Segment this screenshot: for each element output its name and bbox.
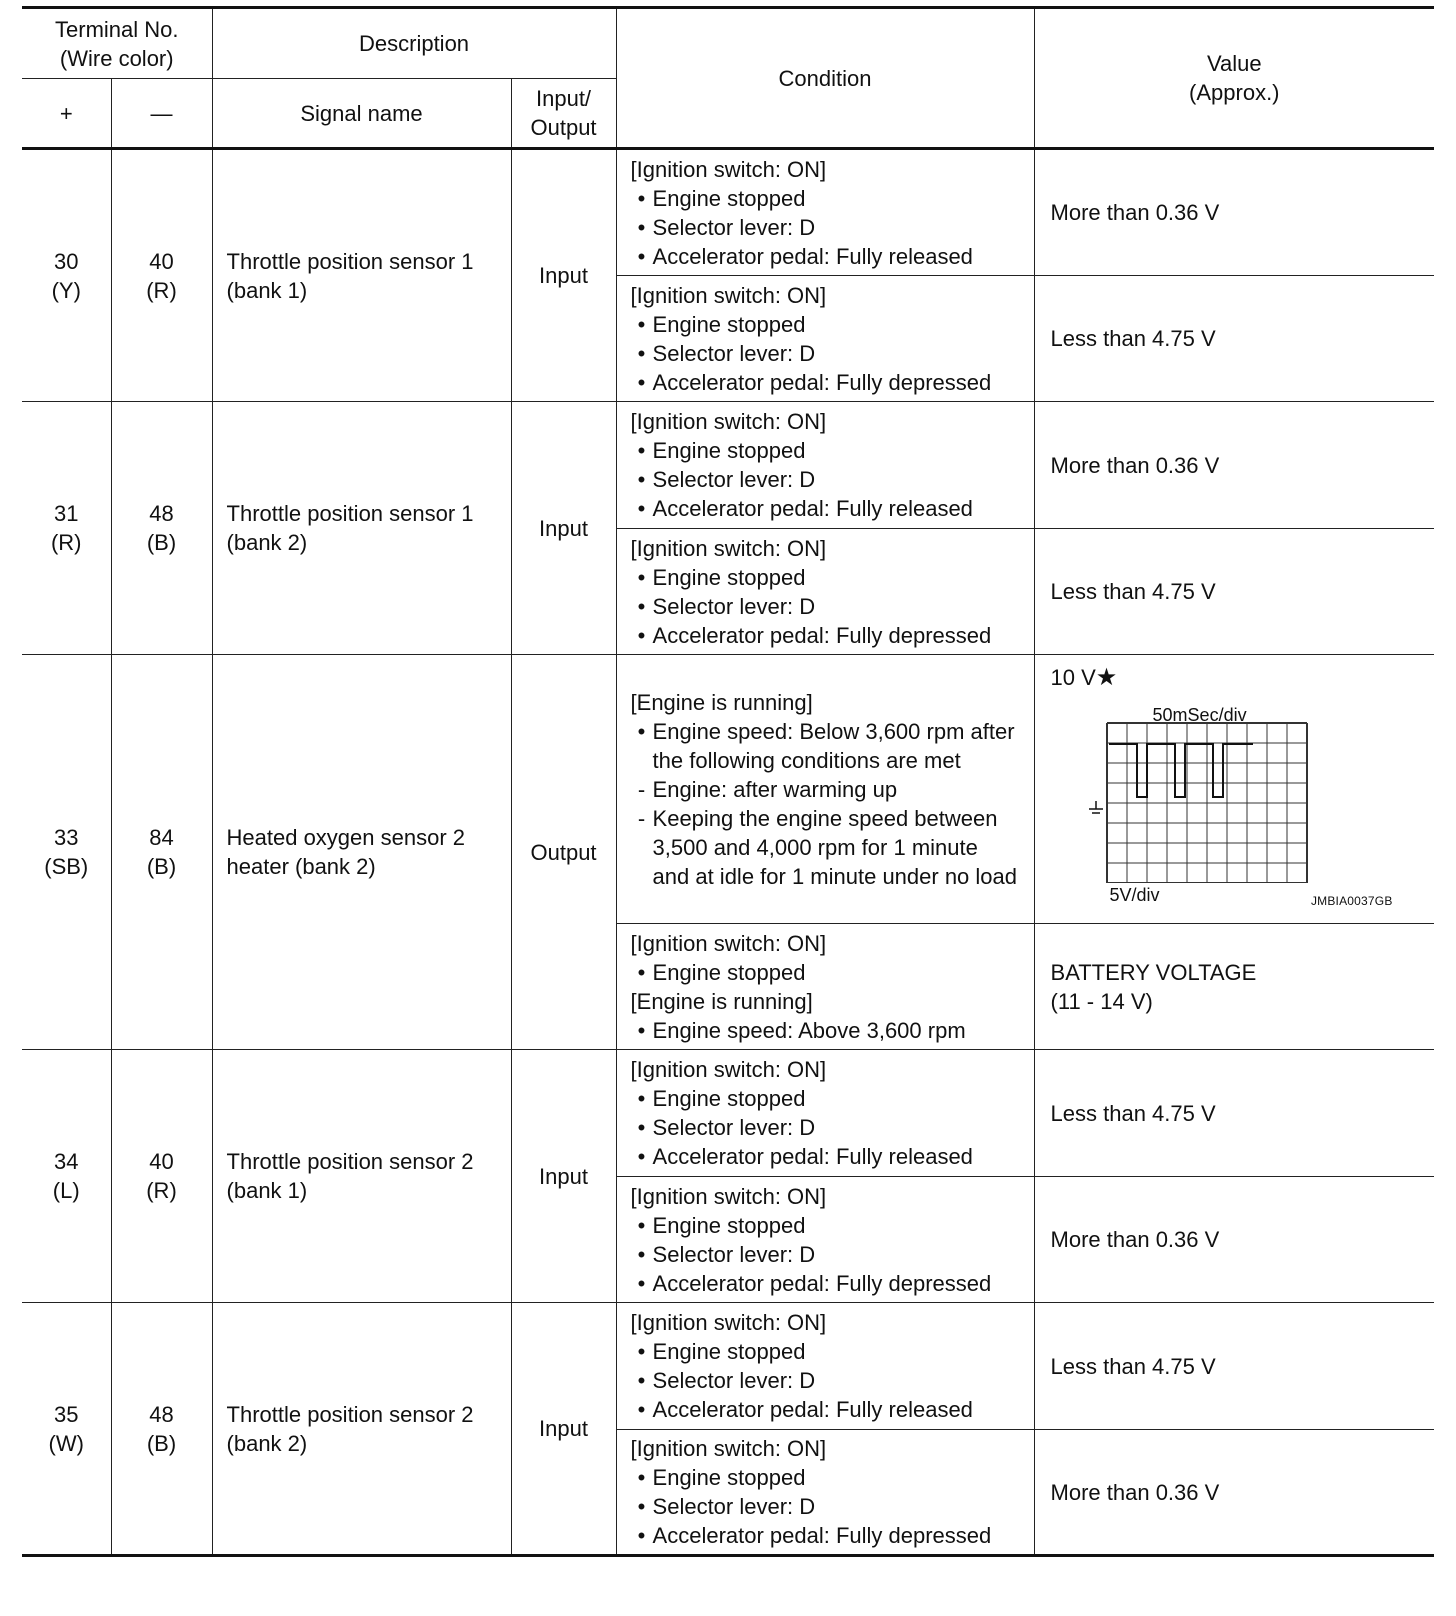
signal-name-header: Signal name (212, 79, 511, 149)
io-cell: Input (511, 1050, 616, 1303)
minus-header: — (111, 79, 212, 149)
value-cell: More than 0.36 V (1034, 402, 1434, 529)
condition-item: Selector lever: D (652, 214, 816, 240)
bullet-icon: • (637, 1241, 646, 1267)
value-cell (1034, 924, 1434, 1050)
table-row (22, 1303, 1434, 1430)
terminal-number: 48 (149, 501, 174, 526)
ground-icon (1089, 801, 1103, 813)
bullet-icon: • (637, 496, 646, 521)
condition-cell (616, 1177, 1034, 1303)
minus-terminal-cell (111, 402, 212, 655)
condition-item: Accelerator pedal: Fully depressed (652, 1523, 992, 1548)
wire-color: (B) (146, 530, 177, 555)
signal-name: Throttle position sensor 1 (226, 248, 474, 274)
scope-time-div: 50mSec/div (1152, 705, 1247, 725)
scope-volt-div: 5V/div (1109, 885, 1160, 905)
condition-item: Accelerator pedal: Fully depressed (652, 622, 992, 648)
condition-item: Engine stopped (652, 1086, 806, 1111)
bullet-icon: • (637, 369, 646, 395)
minus-terminal-cell (111, 1303, 212, 1556)
bullet-icon: • (637, 1017, 646, 1043)
value-cell: Less than 4.75 V (1034, 529, 1434, 655)
signal-name-cell (212, 402, 511, 655)
terminal-number: 35 (54, 1401, 79, 1427)
condition-cell (616, 529, 1034, 655)
terminal-no-header (22, 8, 212, 79)
condition-cell (616, 1050, 1034, 1177)
condition-item: Selector lever: D (652, 1115, 816, 1140)
io-cell: Input (511, 1303, 616, 1556)
terminal-number: 48 (149, 1401, 174, 1427)
signal-bank: heater (bank 2) (226, 854, 376, 879)
terminal-table-document (22, 6, 1434, 1557)
value-header (1034, 8, 1434, 149)
condition-head: [Ignition switch: ON] (630, 156, 827, 182)
condition-item-cont: the following conditions are met (652, 747, 961, 773)
terminal-number: 31 (54, 501, 79, 526)
bullet-icon: • (637, 622, 646, 648)
signal-name-cell (212, 1050, 511, 1303)
bullet-icon: • (637, 593, 646, 619)
condition-item: Engine speed: Above 3,600 rpm (652, 1017, 966, 1043)
minus-terminal-cell (111, 149, 212, 402)
signal-name-cell (212, 655, 511, 1050)
bullet-icon: • (637, 959, 646, 985)
condition-head: [Ignition switch: ON] (630, 930, 827, 956)
condition-head: [Ignition switch: ON] (630, 409, 827, 434)
condition-cell (616, 655, 1034, 924)
bullet-icon: • (637, 467, 646, 492)
bullet-icon: • (637, 1144, 646, 1169)
bullet-icon: • (637, 340, 646, 366)
plus-terminal-cell (22, 402, 111, 655)
condition-item: Engine stopped (652, 959, 806, 985)
value-approx-label: (Approx.) (1189, 80, 1280, 105)
input-output-header (511, 79, 616, 149)
bullet-icon: • (637, 564, 646, 590)
condition-sub-item: Engine: after warming up (652, 776, 898, 802)
bullet-icon: • (637, 438, 646, 463)
condition-cell (616, 924, 1034, 1050)
battery-voltage-range: (11 - 14 V) (1050, 988, 1153, 1014)
bullet-icon: • (637, 718, 646, 744)
condition-cell (616, 149, 1034, 276)
condition-item: Engine stopped (652, 1339, 806, 1364)
condition-item: Selector lever: D (652, 593, 816, 619)
bullet-icon: • (637, 1086, 646, 1111)
star-icon: ★ (1095, 664, 1118, 691)
condition-item: Selector lever: D (652, 1368, 816, 1393)
signal-bank: (bank 1) (226, 1178, 308, 1203)
wire-color: (R) (146, 277, 177, 303)
condition-item: Engine stopped (652, 185, 806, 211)
bullet-icon: • (637, 311, 646, 337)
condition-item: Engine stopped (652, 311, 806, 337)
bullet-icon: • (637, 243, 646, 269)
condition-cell (616, 1303, 1034, 1430)
dash-icon: - (637, 805, 646, 831)
condition-cell (616, 1430, 1034, 1556)
terminal-no-label: Terminal No. (55, 16, 179, 42)
io-cell: Output (511, 655, 616, 1050)
bullet-icon: • (637, 185, 646, 211)
condition-head: [Ignition switch: ON] (630, 1183, 827, 1209)
condition-item: Accelerator pedal: Fully depressed (652, 369, 992, 395)
signal-name: Throttle position sensor 2 (226, 1401, 474, 1427)
scope-voltage: 10 V (1050, 665, 1096, 690)
terminal-number: 30 (54, 248, 79, 274)
dash-icon: - (637, 776, 646, 802)
condition-head: [Ignition switch: ON] (630, 1310, 827, 1335)
bullet-icon: • (637, 1368, 646, 1393)
plus-terminal-cell (22, 1050, 111, 1303)
oscilloscope-waveform (1087, 721, 1327, 883)
condition-item: Accelerator pedal: Fully depressed (652, 1270, 992, 1296)
condition-cell (616, 276, 1034, 402)
bullet-icon: • (637, 1465, 646, 1490)
condition-sub-item-cont: 3,500 and 4,000 rpm for 1 minute (652, 834, 978, 860)
value-cell: Less than 4.75 V (1034, 1303, 1434, 1430)
bullet-icon: • (637, 1270, 646, 1296)
input-output-label-1: Input/ (536, 86, 592, 111)
condition-item: Accelerator pedal: Fully released (652, 1397, 973, 1422)
wire-color-label: (Wire color) (59, 45, 174, 71)
condition-item: Engine stopped (652, 1212, 806, 1238)
value-cell: More than 0.36 V (1034, 1177, 1434, 1303)
signal-name: Heated oxygen sensor 2 (226, 825, 466, 850)
value-label: Value (1206, 51, 1262, 76)
condition-head: [Ignition switch: ON] (630, 1057, 827, 1082)
signal-bank: (bank 2) (226, 1430, 308, 1456)
condition-item: Selector lever: D (652, 340, 816, 366)
bullet-icon: • (637, 1494, 646, 1519)
condition-cell (616, 402, 1034, 529)
bullet-icon: • (637, 1397, 646, 1422)
bullet-icon: • (637, 214, 646, 240)
value-cell: More than 0.36 V (1034, 149, 1434, 276)
condition-item: Engine speed: Below 3,600 rpm after (652, 718, 1015, 744)
wire-color: (B) (146, 854, 177, 879)
condition-item: Engine stopped (652, 438, 806, 463)
bullet-icon: • (637, 1339, 646, 1364)
wire-color: (SB) (44, 854, 89, 879)
wire-color: (Y) (51, 277, 81, 303)
wire-color: (R) (146, 1178, 177, 1203)
wire-color: (R) (50, 530, 82, 555)
condition-item: Selector lever: D (652, 1494, 816, 1519)
signal-bank: (bank 2) (226, 530, 308, 555)
condition-item: Accelerator pedal: Fully released (652, 243, 973, 269)
scope-voltage-title (1051, 663, 1118, 692)
minus-terminal-cell (111, 1050, 212, 1303)
condition-sub-item-cont: and at idle for 1 minute under no load (652, 863, 1018, 889)
value-cell: Less than 4.75 V (1034, 276, 1434, 402)
figure-id: JMBIA0037GB (1310, 894, 1393, 908)
condition-head: [Ignition switch: ON] (630, 535, 827, 561)
condition-sub-item: Keeping the engine speed between (652, 805, 998, 831)
table-row (22, 1050, 1434, 1177)
terminal-number: 33 (54, 825, 79, 850)
condition-head: [Ignition switch: ON] (630, 1436, 827, 1461)
table-row (22, 655, 1434, 924)
description-header: Description (212, 8, 616, 79)
signal-name: Throttle position sensor 2 (226, 1149, 474, 1174)
terminal-number: 40 (149, 248, 174, 274)
terminal-number: 40 (149, 1149, 174, 1174)
oscilloscope-value-cell (1034, 655, 1434, 924)
terminal-number: 34 (54, 1149, 79, 1174)
value-cell: Less than 4.75 V (1034, 1050, 1434, 1177)
oscilloscope-figure (1035, 655, 1403, 923)
condition-head: [Ignition switch: ON] (630, 282, 827, 308)
minus-terminal-cell (111, 655, 212, 1050)
condition-header: Condition (616, 8, 1034, 149)
terminal-table (22, 6, 1434, 1557)
signal-bank: (bank 1) (226, 277, 308, 303)
table-row (22, 149, 1434, 276)
io-cell: Input (511, 402, 616, 655)
condition-item: Engine stopped (652, 564, 806, 590)
bullet-icon: • (637, 1212, 646, 1238)
table-row (22, 402, 1434, 529)
plus-terminal-cell (22, 1303, 111, 1556)
battery-voltage-label: BATTERY VOLTAGE (1050, 959, 1257, 985)
condition-item: Selector lever: D (652, 1241, 816, 1267)
condition-item: Selector lever: D (652, 467, 816, 492)
signal-name-cell (212, 1303, 511, 1556)
condition-item: Engine stopped (652, 1465, 806, 1490)
condition-item: Accelerator pedal: Fully released (652, 496, 973, 521)
wire-color: (B) (146, 1430, 177, 1456)
io-cell: Input (511, 149, 616, 402)
bullet-icon: • (637, 1115, 646, 1140)
signal-name: Throttle position sensor 1 (226, 501, 474, 526)
signal-name-cell (212, 149, 511, 402)
condition-head: [Engine is running] (630, 689, 813, 715)
wire-color: (L) (52, 1178, 80, 1203)
plus-header: + (22, 79, 111, 149)
terminal-number: 84 (149, 825, 174, 850)
wire-color: (W) (48, 1430, 84, 1456)
condition-head: [Engine is running] (630, 988, 813, 1014)
plus-terminal-cell (22, 655, 111, 1050)
input-output-label-2: Output (530, 115, 597, 140)
plus-terminal-cell (22, 149, 111, 402)
bullet-icon: • (637, 1523, 646, 1548)
condition-item: Accelerator pedal: Fully released (652, 1144, 973, 1169)
value-cell: More than 0.36 V (1034, 1430, 1434, 1556)
scope-trace (1109, 744, 1253, 797)
